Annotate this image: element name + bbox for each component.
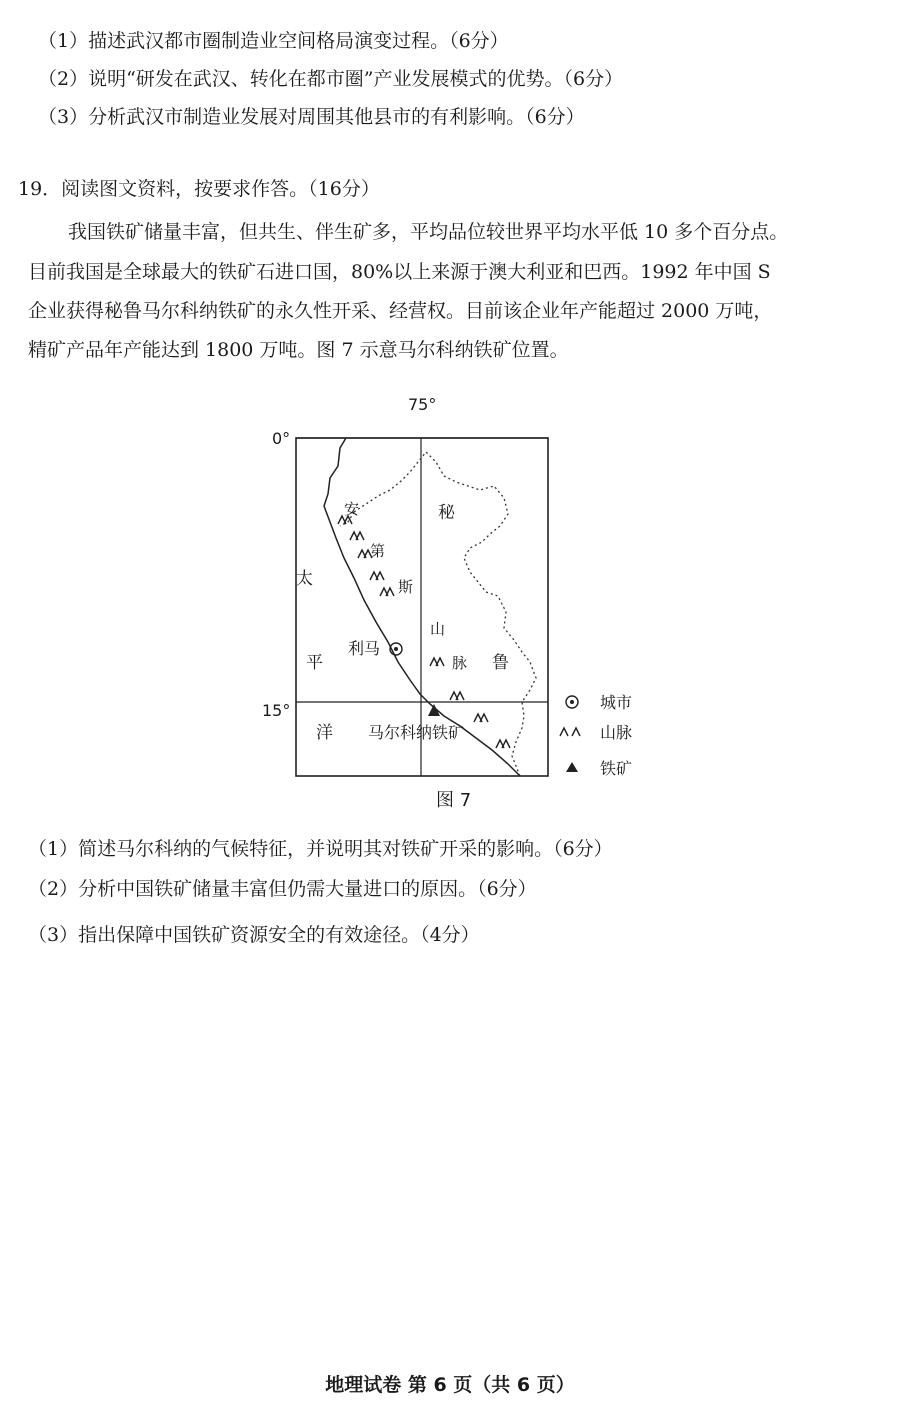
q19-paragraph-line-3: 企业获得秘鲁马尔科纳铁矿的永久性开采、经营权。目前该企业年产能超过 2000 万吨， [28,300,773,322]
longitude-label: 75° [408,395,437,414]
andes-mountain-symbols [338,516,510,748]
q19-sub-question-3: （3）指出保障中国铁矿资源安全的有效途径。（4分） [28,924,480,946]
legend-city-icon [566,696,578,708]
figure-caption: 图 7 [436,790,472,811]
label-andes-si: 斯 [398,578,414,596]
q19-paragraph-line-4: 精矿产品年产能达到 1800 万吨。图 7 示意马尔科纳铁矿位置。 [28,339,569,361]
label-pacific-ping: 平 [306,653,323,673]
legend-iron-icon [566,762,578,772]
legend-city-label: 城市 [600,693,633,712]
label-pacific-yang: 洋 [316,723,333,743]
label-peru-bi: 秘 [438,503,455,523]
label-marcona: 马尔科纳铁矿 [368,723,465,742]
label-pacific-tai: 太 [296,569,313,589]
q19-paragraph-line-2: 目前我国是全球最大的铁矿石进口国，80%以上来源于澳大利亚和巴西。1992 年中国 S [28,261,771,283]
legend-mountain-label: 山脉 [600,723,633,742]
legend-mountain-icon [560,728,580,736]
label-andes-di: 第 [370,542,386,560]
label-andes-mai: 脉 [452,654,468,672]
page-footer: 地理试卷 第 6 页（共 6 页） [325,1374,575,1396]
q19-paragraph-line-1: 我国铁矿储量丰富，但共生、伴生矿多，平均品位较世界平均水平低 10 多个百分点。 [68,221,789,243]
label-andes-shan: 山 [430,620,446,638]
q19-sub-question-2: （2）分析中国铁矿储量丰富但仍需大量进口的原因。（6分） [28,878,537,900]
prev-question-1: （1）描述武汉都市圈制造业空间格局演变过程。（6分） [38,30,509,52]
marcona-iron-symbol [428,704,440,716]
label-peru-lu: 鲁 [492,653,509,673]
q19-sub-question-1: （1）简述马尔科纳的气候特征，并说明其对铁矿开采的影响。（6分） [28,838,613,860]
latitude-15-label: 15° [262,701,291,720]
label-lima: 利马 [348,639,381,658]
legend-iron-label: 铁矿 [600,759,633,778]
prev-question-2: （2）说明“研发在武汉、转化在都市圈”产业发展模式的优势。（6分） [38,68,624,90]
latitude-0-label: 0° [272,429,291,448]
prev-question-3: （3）分析武汉市制造业发展对周围其他县市的有利影响。（6分） [38,106,585,128]
question-19-heading: 19．阅读图文资料，按要求作答。（16分） [18,178,380,200]
map-legend [560,693,632,778]
label-andes-an: 安 [344,500,360,518]
figure-7-map [258,386,658,816]
